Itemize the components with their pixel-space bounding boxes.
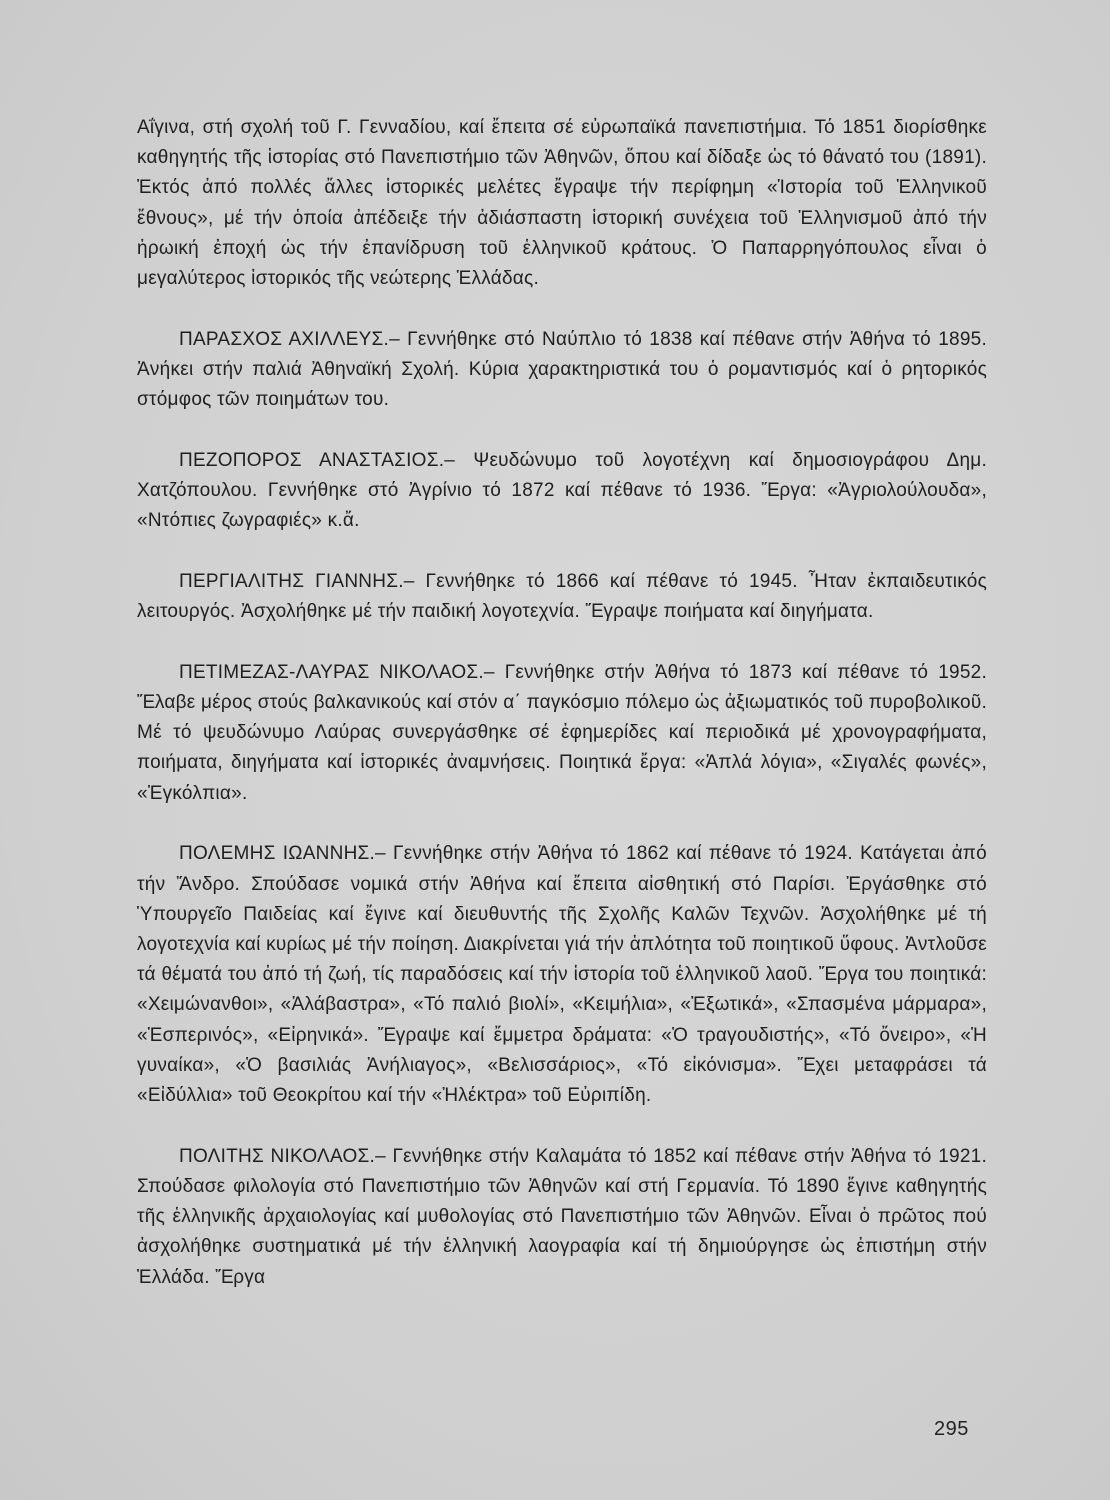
entry-parasxos: ΠΑΡΑΣΧΟΣ ΑΧΙΛΛΕΥΣ.– Γεννήθηκε στό Ναύπλιο τό 1838 καί πέθανε στήν Ἀθήνα τό 1895. Ἀνήκει στήν παλιά Ἀθηναϊκή Σχολή. Κύρια χαρακτηριστικά του ὁ ρομαντισμός καί ὁ ρητορικός στόμφος τῶν ποιημάτων του. xyxy=(137,328,987,411)
entry-pezoporos: ΠΕΖΟΠΟΡΟΣ ΑΝΑΣΤΑΣΙΟΣ.– Ψευδώνυμο τοῦ λογοτέχνη καί δημοσιογράφου Δημ. Χατζόπουλου. Γεννήθηκε στό Ἀγρίνιο τό 1872 καί πέθανε τό 1936. Ἔργα: «Ἀγριολούλουδα», «Ντόπιες ζωγραφιές» κ.ἄ. xyxy=(137,449,987,532)
page-number: 295 xyxy=(934,1418,969,1440)
entry-polemis: ΠΟΛΕΜΗΣ ΙΩΑΝΝΗΣ.– Γεννήθηκε στήν Ἀθήνα τό 1862 καί πέθανε τό 1924. Κατάγεται ἀπό τήν Ἄνδρο. Σπούδασε νομικά στήν Ἀθήνα καί ἔπειτα αἰσθητική στό Παρίσι. Ἐργάσθηκε στό Ὑπουργεῖο Παιδείας καί ἔγινε καί διευθυντής τῆς Σχολῆς Καλῶν Τεχνῶν. Ἀσχολήθηκε μέ τή λογοτεχνία καί κυρίως μέ τήν ποίηση. Διακρίνεται γιά τήν ἁπλότητα τοῦ ποιητικοῦ ὕφους. Ἀντλοῦσε τά θέματά του ἀπό τή ζωή, τίς παραδόσεις καί τήν ἱστορία τοῦ ἑλληνικοῦ λαοῦ. Ἔργα του ποιητικά: «Χειμώνανθοι», «Ἀλάβαστρα», «Τό παλιό βιολί», «Κειμήλια», «Ἐξωτικά», «Σπασμένα μάρμαρα», «Ἑσπερινός», «Εἰρηνικά». Ἔγραψε καί ἔμμετρα δράματα: «Ὁ τραγουδιστής», «Τό ὄνειρο», «Ἡ γυναίκα», «Ὁ βασιλιάς Ἀνήλιαγος», «Βελισσάριος», «Τό εἰκόνισμα». Ἔχει μεταφράσει τά «Εἰδύλλια» τοῦ Θεοκρίτου καί τήν «Ἠλέκτρα» τοῦ Εὐριπίδη. xyxy=(137,843,987,1106)
entry-pergialitis: ΠΕΡΓΙΑΛΙΤΗΣ ΓΙΑΝΝΗΣ.– Γεννήθηκε τό 1866 καί πέθανε τό 1945. Ἦταν ἐκπαιδευτικός λειτουργός. Ἀσχολήθηκε μέ τήν παιδική λογοτεχνία. Ἔγραψε ποιήματα καί διηγήματα. xyxy=(137,570,987,623)
entry-petimezas-lavras: ΠΕΤΙΜΕΖΑΣ-ΛΑΥΡΑΣ ΝΙΚΟΛΑΟΣ.– Γεννήθηκε στήν Ἀθήνα τό 1873 καί πέθανε τό 1952. Ἔλαβε μέρος στούς βαλκανικούς καί στόν α΄ παγκόσμιο πόλεμο ὡς ἀξιωματικός τοῦ πυροβολικοῦ. Μέ τό ψευδώνυμο Λαύρας συνεργάσθηκε σέ ἐφημερίδες καί περιοδικά μέ χρονογραφήματα, ποιήματα, διηγήματα καί ἱστορικές ἀναμνήσεις. Ποιητικά ἔργα: «Ἁπλά λόγια», «Σιγαλές φωνές», «Ἐγκόλπια». xyxy=(137,661,987,804)
intro-paragraph: Αΐγινα, στή σχολή τοῦ Γ. Γενναδίου, καί ἔπειτα σέ εὐρωπαϊκά πανεπιστήμια. Τό 1851 διορίσθηκε καθηγητής τῆς ἱστορίας στό Πανεπιστήμιο τῶν Ἀθηνῶν, ὅπου καί δίδαξε ὡς τό θάνατό του (1891). Ἐκτός ἀπό πολλές ἄλλες ἱστορικές μελέτες ἔγραψε τήν περίφημη «Ἱστορία τοῦ Ἑλληνικοῦ ἔθνους», μέ τήν ὁποία ἀπέδειξε τήν ἀδιάσπαστη ἱστορική συνέχεια τοῦ Ἑλληνισμοῦ ἀπό τήν ἡρωική ἐποχή ὡς τήν ἐπανίδρυση τοῦ ἑλληνικοῦ κράτους. Ὁ Παπαρρηγόπουλος εἶναι ὁ μεγαλύτερος ἱστορικός τῆς νεώτερης Ἑλλάδας. xyxy=(137,117,987,290)
body-text xyxy=(137,113,987,1293)
entry-politis: ΠΟΛΙΤΗΣ ΝΙΚΟΛΑΟΣ.– Γεννήθηκε στήν Καλαμάτα τό 1852 καί πέθανε στήν Ἀθήνα τό 1921. Σπούδασε φιλολογία στό Πανεπιστήμιο τῶν Ἀθηνῶν καί στή Γερμανία. Τό 1890 ἔγινε καθηγητής τῆς ἑλληνικῆς ἀρχαιολογίας καί μυθολογίας στό Πανεπιστήμιο τῶν Ἀθηνῶν. Εἶναι ὁ πρῶτος πού ἀσχολήθηκε συστηματικά μέ τήν ἑλληνική λαογραφία καί τή δημιούργησε ὡς ἐπιστήμη στήν Ἑλλάδα. Ἔργα xyxy=(137,1145,987,1288)
